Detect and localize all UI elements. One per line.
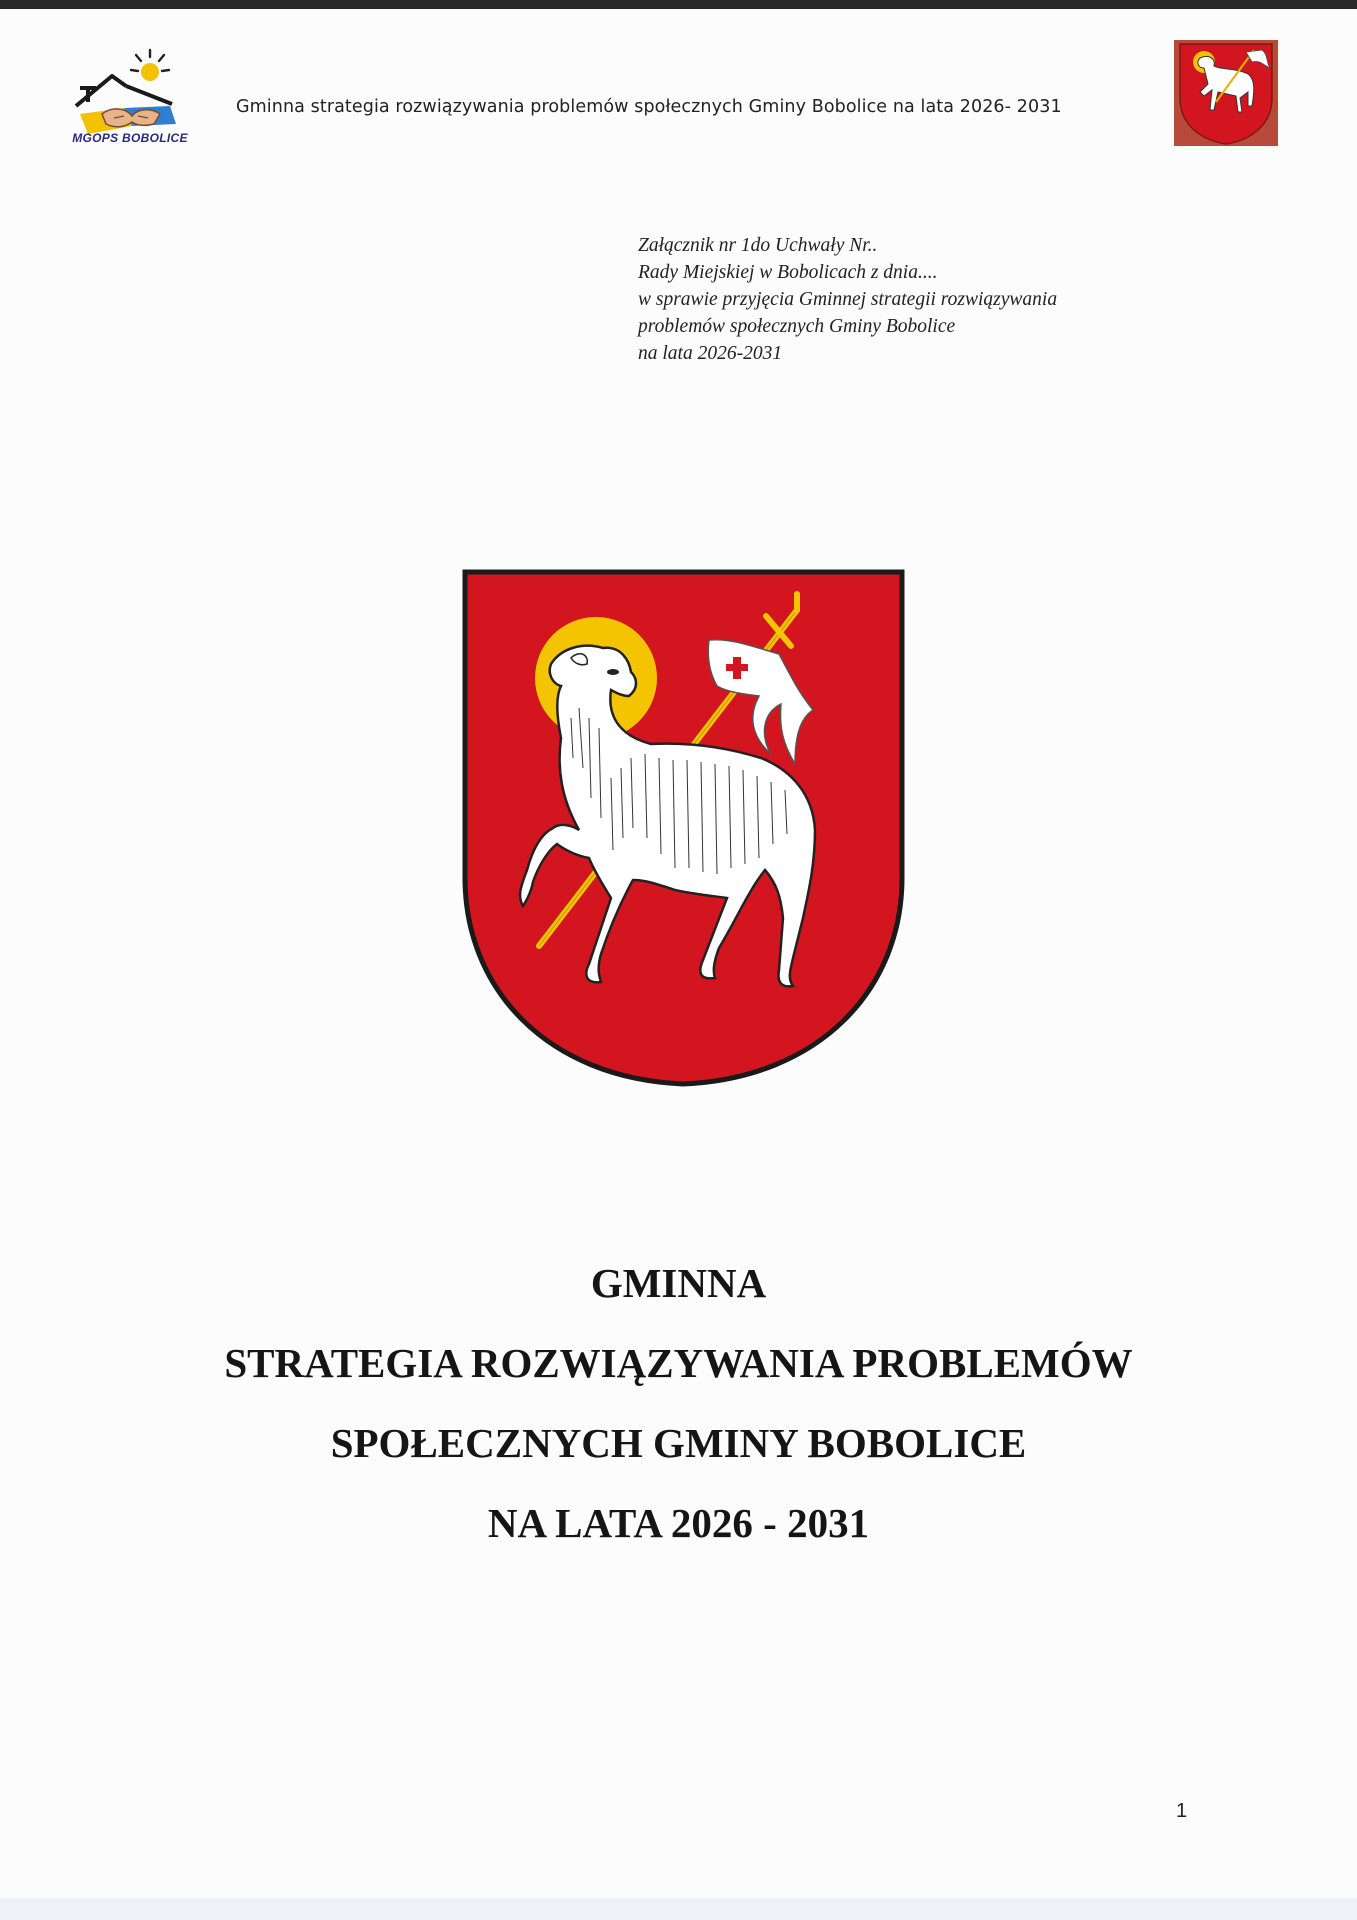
annex-line: w sprawie przyjęcia Gminnej strategii rozwiązywania bbox=[638, 289, 1058, 310]
annex-line: na lata 2026-2031 bbox=[638, 343, 783, 364]
page-number: 1 bbox=[1176, 1800, 1188, 1822]
document-title-line: GMINNA bbox=[590, 1260, 767, 1306]
document-title bbox=[0, 1255, 1357, 1575]
annex-line: Rady Miejskiej w Bobolicach z dnia.... bbox=[638, 262, 938, 283]
coat-of-arms-lamb-icon bbox=[461, 568, 906, 1088]
scan-bottom-edge bbox=[0, 1898, 1357, 1920]
scan-top-border bbox=[0, 0, 1357, 9]
document-title-line: SPOŁECZNYCH GMINY BOBOLICE bbox=[330, 1420, 1027, 1466]
document-title-line: NA LATA 2026 - 2031 bbox=[487, 1500, 870, 1546]
annex-line: problemów społecznych Gminy Bobolice bbox=[638, 316, 956, 337]
annex-line: Załącznik nr 1do Uchwały Nr.. bbox=[638, 235, 878, 256]
annex-note bbox=[638, 232, 1057, 367]
mgops-logo-text: MGOPS BOBOLICE bbox=[72, 131, 188, 145]
running-header-title: Gminna strategia rozwiązywania problemów społecznych Gminy Bobolice na lata 2026- 2031 bbox=[236, 97, 1062, 117]
document-title-line: STRATEGIA ROZWIĄZYWANIA PROBLEMÓW bbox=[224, 1340, 1133, 1386]
coat-of-arms-lamb-icon bbox=[1174, 40, 1278, 146]
